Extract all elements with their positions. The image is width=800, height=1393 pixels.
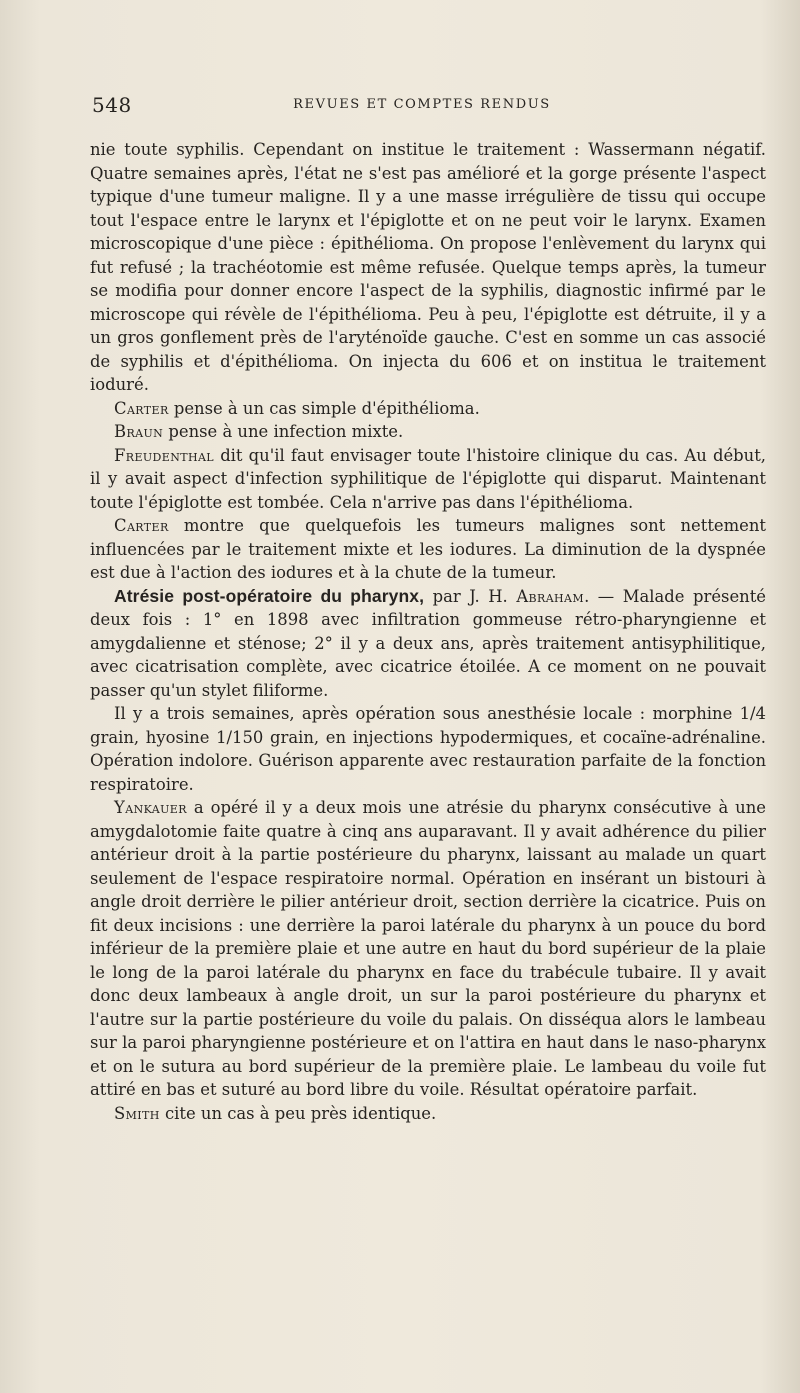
author-name: Smith — [114, 1103, 160, 1123]
paragraph-freudenthal-comment — [90, 444, 766, 515]
paragraph-text: montre que quelquefois les tumeurs malignes sont nettement influencées par le traitement mixte et les iodures. La diminution de la dyspnée est due à l'action des iodures et à la chute de la tumeur. — [90, 516, 766, 582]
paragraph-smith-comment — [90, 1102, 766, 1126]
author-name: Braun — [114, 422, 164, 441]
paragraph-text: dit qu'il faut envisager toute l'histoire clinique du cas. Au début, il y avait aspect d'infection syphilitique de l'épiglotte qui disparut. Maintenant toute l'épiglotte est tombée. Cela n'arrive pas dans l'épithélioma. — [90, 445, 766, 512]
paragraph-text: a opéré il y a deux mois une atrésie du pharynx consécutive à une amygdalotomie faite quatre à cinq ans auparavant. Il y avait adhérence du pilier antérieur droit à la partie postérieure du pharynx, laissant au malade un quart seulement de l'espace respiratoire normal. Opération en insérant un bistouri à angle droit derrière le pilier antérieur droit, section derrière la cicatrice. Puis on fit deux incisions : une derrière la paroi latérale du pharynx à un pouce du bord inférieur de la première plaie et une autre en haut du bord supérieur de la plaie le long de la paroi latérale du pharynx en face du trabécule tubaire. Il y avait donc deux lambeaux à angle droit, un sur la paroi postérieure du pharynx et l'autre sur la partie postérieure du voile du palais. On disséqua alors le lambeau sur la paroi pharyngienne postérieure et on l'attira en haut dans le naso-pharynx et on le sutura au bord supérieur de la première plaie. Le lambeau du voile fut attiré en bas et suturé au bord libre du voile. Résultat opératoire parfait. — [90, 798, 766, 1099]
page-header — [92, 90, 732, 120]
author-name: Yankauer — [114, 798, 187, 817]
page-number: 548 — [92, 93, 132, 117]
paragraph-operation: Il y a trois semaines, après opération sous anesthésie locale : morphine 1/4 grain, hyosine 1/150 grain, en injections hypodermiques, et cocaïne-adrénaline. Opération indolore. Guérison apparente avec restauration parfaite de la fonction respiratoire. — [90, 704, 766, 794]
paragraph-carter-comment — [90, 397, 766, 421]
paragraph-braun-comment — [90, 420, 766, 444]
paragraph-text: cite un cas à peu près identique. — [159, 1103, 437, 1123]
paragraph-text: pense à un cas simple d'épithélioma. — [168, 398, 480, 418]
paragraph-yankauer-comment — [90, 796, 766, 1102]
running-title: REVUES ET COMPTES RENDUS — [293, 97, 551, 112]
byline: par J. H. — [424, 586, 517, 606]
author-name: Freudenthal — [114, 445, 215, 465]
paragraph-carter-reply — [90, 514, 766, 585]
author-name: Abraham — [516, 586, 585, 606]
section-title: Atrésie post-opératoire du pharynx, — [114, 585, 425, 606]
author-name: Carter — [114, 516, 169, 535]
paragraph-text: . — Malade présenté deux fois : 1° en 1898 avec infiltration gommeuse rétro-pharyngienne et amygdalienne et sténose; 2° il y a deux ans, après traitement antisyphilitique, avec cicatrisation complète, avec cicatrice étoilée. A ce moment on ne pouvait passer qu'un stylet filiforme. — [90, 586, 767, 700]
article-body — [90, 138, 766, 1125]
paragraph-case-description: nie toute syphilis. Cependant on institue le traitement : Wassermann négatif. Quatre semaines après, l'état ne s'est pas amélioré et la gorge présente l'aspect typique d'une tumeur maligne. Il y a une masse irrégulière de tissu qui occupe tout l'espace entre le larynx et l'épiglotte et on ne peut voir le larynx. Examen microscopique d'une pièce : épithélioma. On propose l'enlèvement du larynx qui fut refusé ; la trachéotomie est même refusée. Quelque temps après, la tumeur se modifia pour donner encore l'aspect de la syphilis, diagnostic infirmé par le microscope qui révèle de l'épithélioma. Peu à peu, l'épiglotte est détruite, il y a un gros gonflement près de l'aryténoïde gauche. C'est en somme un cas associé de syphilis et d'épithélioma. On injecta du 606 et on institua le traitement ioduré. — [90, 140, 766, 394]
author-name: Carter — [114, 398, 169, 418]
paragraph-text: pense à une infection mixte. — [163, 422, 404, 441]
paragraph-atresie-report — [90, 585, 766, 703]
